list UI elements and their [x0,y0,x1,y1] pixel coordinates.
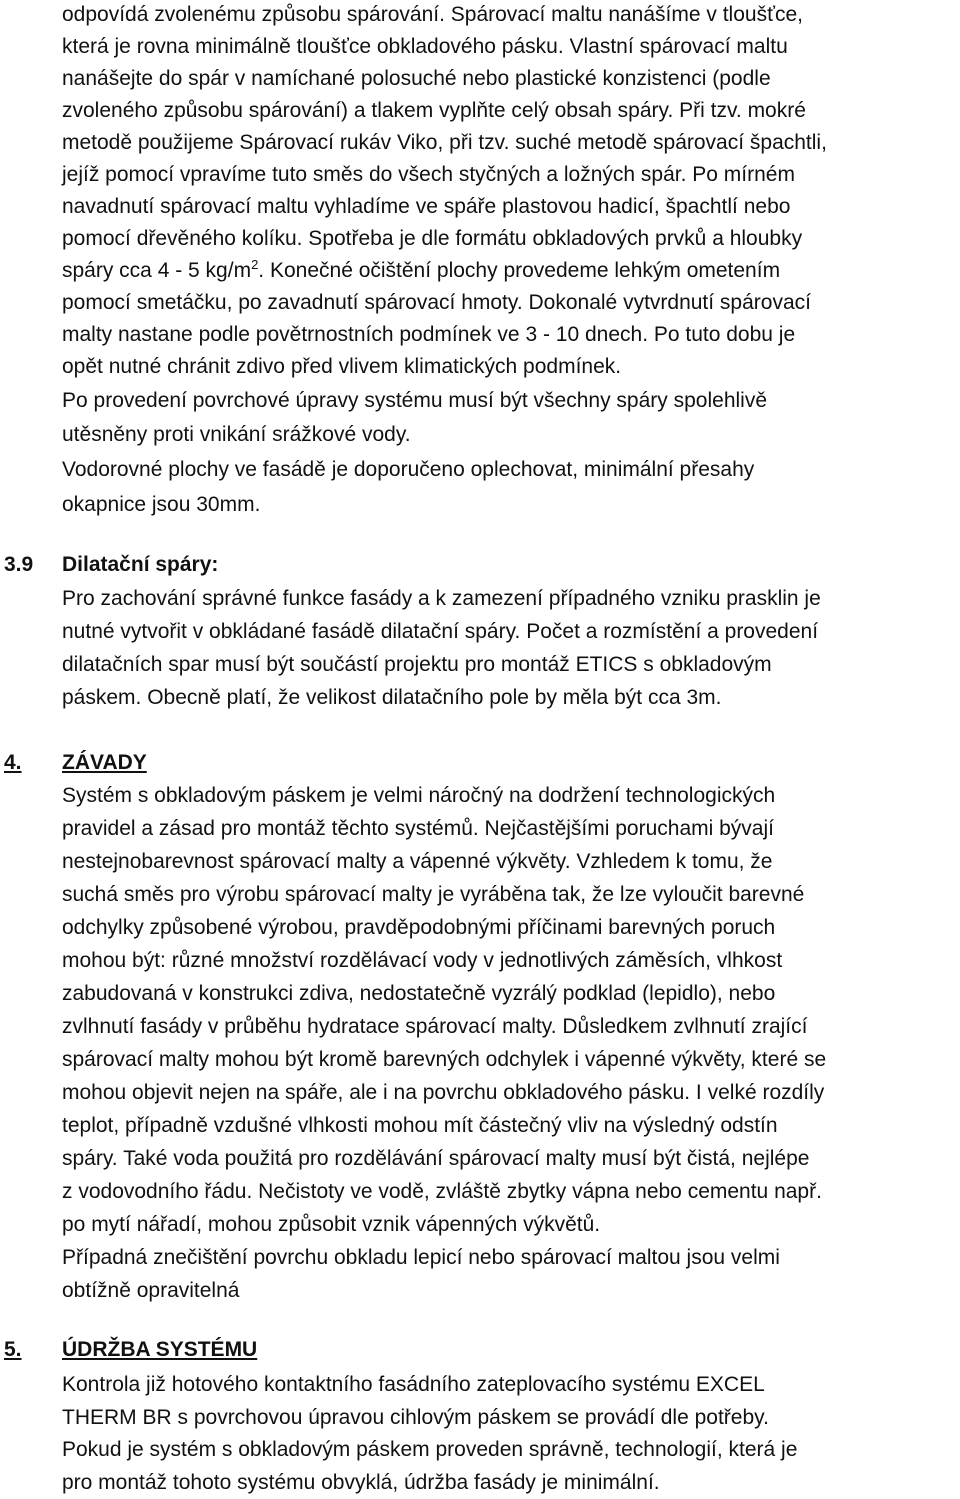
text-line: zvlhnutí fasády v průběhu hydratace spárovací malty. Důsledkem zvlhnutí zrající [62,1015,808,1038]
text-line: malty nastane podle povětrnostních podmínek ve 3 - 10 dnech. Po tuto dobu je [62,323,796,346]
text-line: spárovací malty mohou být kromě barevných odchylek i vápenné výkvěty, které se [62,1048,827,1071]
text-line: Pokud je systém s obkladovým páskem proveden správně, technologií, která je [62,1438,798,1461]
superscript: 2 [251,257,259,272]
text-line: pro montáž tohoto systému obvyklá, údržba fasády je minimální. [62,1471,660,1494]
text-segment: . Konečné očištění plochy provedeme lehkým ometením [258,259,781,282]
text-line: opět nutné chránit zdivo před vlivem klimatických podmínek. [62,355,622,378]
text-line: navadnutí spárovací maltu vyhladíme ve spáře plastovou hadicí, špachtlí nebo [62,195,791,218]
text-line: Kontrola již hotového kontaktního fasádního zateplovacího systému EXCEL [62,1373,765,1396]
text-line: nestejnobarevnost spárovací malty a vápenné výkvěty. Vzhledem k tomu, že [62,850,773,873]
text-line: pomocí smetáčku, po zavadnutí spárovací hmoty. Dokonalé vytvrdnutí spárovací [62,291,811,314]
text-line: Vodorovné plochy ve fasádě je doporučeno oplechovat, minimální přesahy [62,458,755,481]
section-number: 4. [4,751,22,774]
text-line: THERM BR s povrchovou úpravou cihlovým páskem se provádí dle potřeby. [62,1406,769,1429]
text-line: Systém s obkladovým páskem je velmi náročný na dodržení technologických [62,784,776,807]
text-line-with-superscript [62,256,780,286]
text-line: nutné vytvořit v obkládané fasádě dilatační spáry. Počet a rozmístění a provedení [62,620,819,643]
text-line: Po provedení povrchové úpravy systému musí být všechny spáry spolehlivě [62,389,768,412]
text-line: z vodovodního řádu. Nečistoty ve vodě, zvláště zbytky vápna nebo cementu např. [62,1180,822,1203]
text-line: Případná znečištění povrchu obkladu lepicí nebo spárovací maltou jsou velmi [62,1246,780,1269]
text-line: jejíž pomocí vpravíme tuto směs do všech styčných a ložných spár. Po mírném [62,163,795,186]
text-line: spáry. Také voda použitá pro rozdělávání spárovací malty musí být čistá, nejlépe [62,1147,810,1170]
section-title: ZÁVADY [62,751,147,774]
text-line: pomocí dřevěného kolíku. Spotřeba je dle formátu obkladových prvků a hloubky [62,227,803,250]
text-line: obtížně opravitelná [62,1279,240,1302]
text-line: odchylky způsobené výrobou, pravděpodobnými příčinami barevných poruch [62,916,776,939]
section-title: Dilatační spáry: [62,553,219,576]
text-line: odpovídá zvolenému způsobu spárování. Spárovací maltu nanášíme v tloušťce, [62,3,803,26]
text-line: teplot, případně vzdušné vlhkosti mohou mít částečný vliv na výsledný odstín [62,1114,778,1137]
text-line: zabudovaná v konstrukci zdiva, nedostatečně vyzrálý podklad (lepidlo), nebo [62,982,776,1005]
text-line: mohou být: různé množství rozdělávací vody v jednotlivých záměsích, vlhkost [62,949,783,972]
text-segment: spáry cca 4 - 5 kg/m [62,259,252,282]
section-number: 5. [4,1338,22,1361]
section-number: 3.9 [4,553,34,576]
text-line: Pro zachování správné funkce fasády a k zamezení případného vzniku prasklin je [62,587,821,610]
text-line: pravidel a zásad pro montáž těchto systémů. Nejčastějšími poruchami bývají [62,817,774,840]
text-line: dilatačních spar musí být součástí projektu pro montáž ETICS s obkladovým [62,653,772,676]
text-line: nanášejte do spár v namíchané polosuché nebo plastické konzistenci (podle [62,67,771,90]
text-line: která je rovna minimálně tloušťce obkladového pásku. Vlastní spárovací maltu [62,35,788,58]
text-line: suchá směs pro výrobu spárovací malty je vyráběna tak, že lze vyloučit barevné [62,883,805,906]
text-line: zvoleného způsobu spárování) a tlakem vyplňte celý obsah spáry. Při tzv. mokré [62,99,806,122]
text-line: utěsněny proti vnikání srážkové vody. [62,423,411,446]
section-title: ÚDRŽBA SYSTÉMU [62,1338,258,1361]
text-line: mohou objevit nejen na spáře, ale i na povrchu obkladového pásku. I velké rozdíly [62,1081,825,1104]
text-line: páskem. Obecně platí, že velikost dilatačního pole by měla být cca 3m. [62,686,722,709]
text-line: po mytí nářadí, mohou způsobit vznik vápenných výkvětů. [62,1213,601,1236]
text-line: metodě použijeme Spárovací rukáv Viko, při tzv. suché metodě spárovací špachtli, [62,131,827,154]
text-line: okapnice jsou 30mm. [62,493,261,516]
